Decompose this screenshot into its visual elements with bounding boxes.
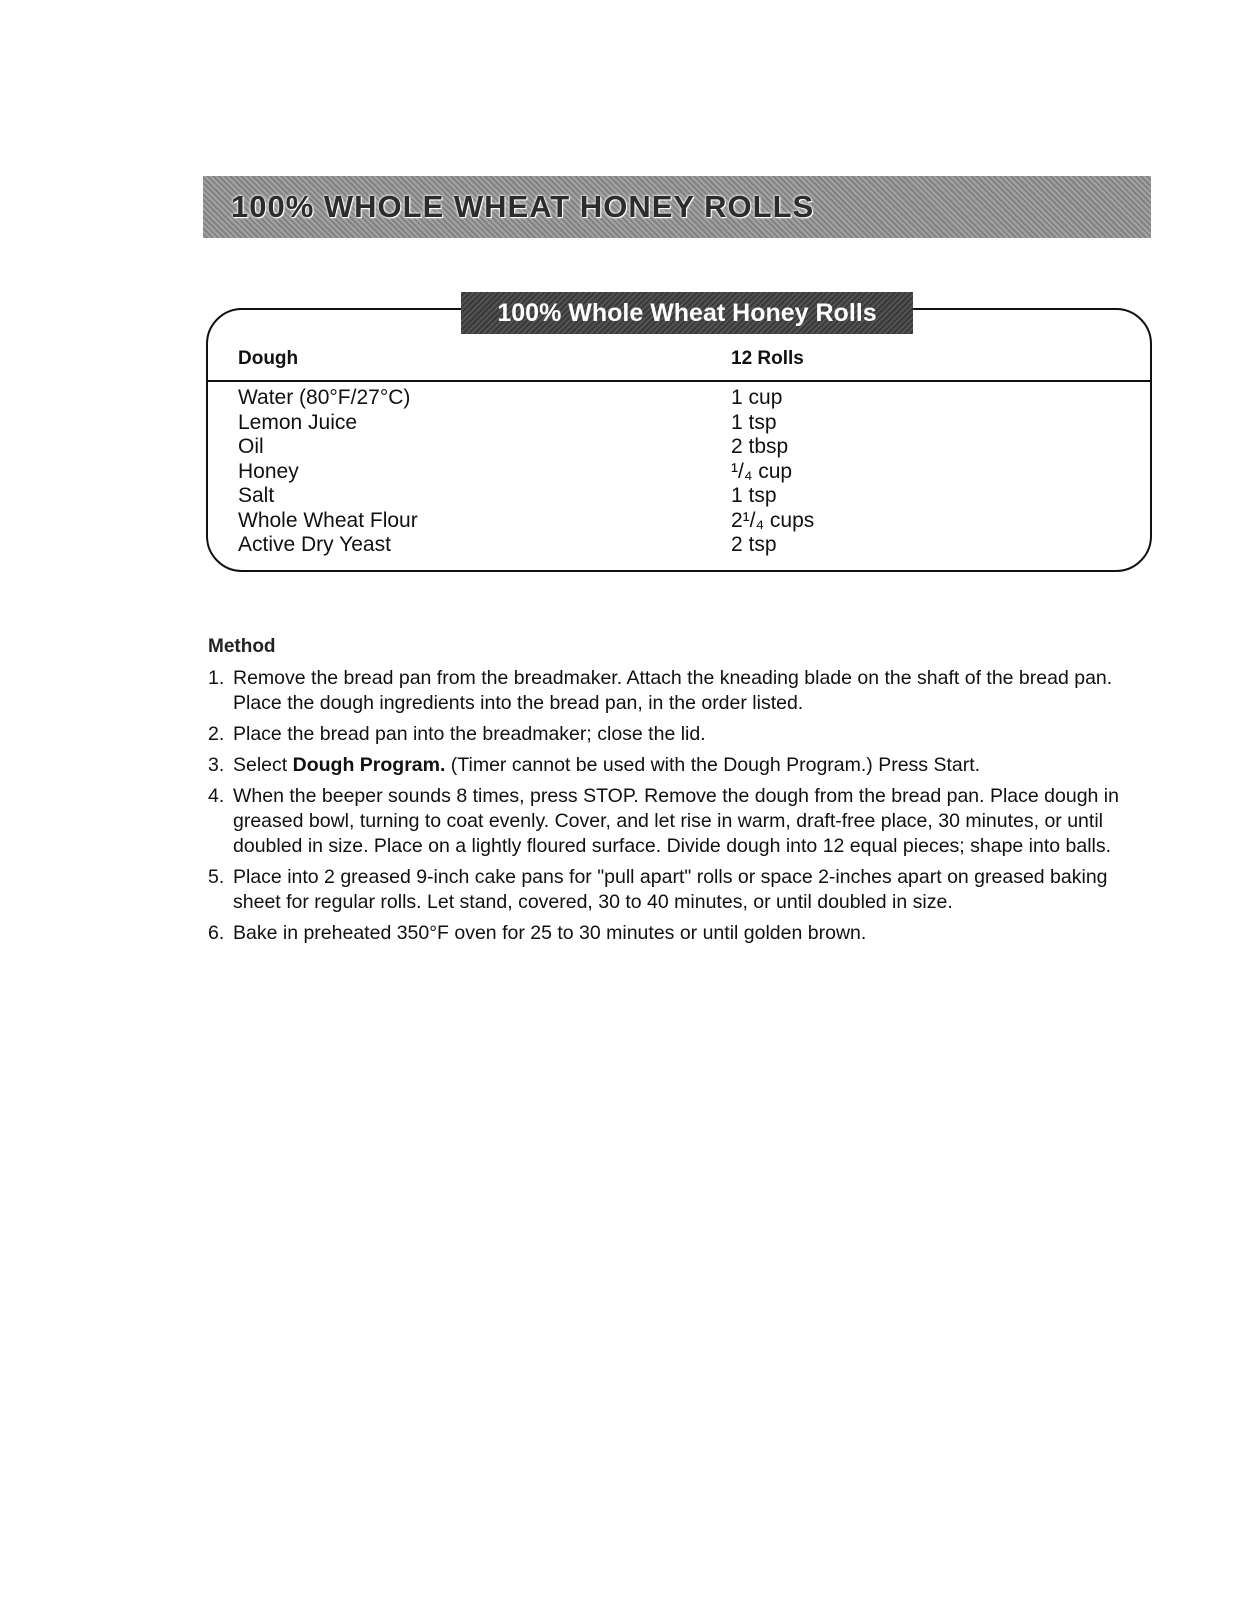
ingredient-name: Active Dry Yeast — [238, 533, 391, 556]
ingredient-amount: 2¹/₄ cups — [731, 508, 815, 532]
ingredient-name: Lemon Juice — [238, 410, 358, 434]
method-step — [208, 784, 1148, 859]
step-text-bold: Dough Program. — [292, 754, 446, 776]
step-text: Place the bread pan into the breadmaker; close the lid. — [233, 723, 706, 745]
ingredient-amount: 2 tsp — [731, 533, 777, 556]
step-number: 3. — [208, 754, 225, 776]
step-number: 1. — [208, 667, 225, 689]
ingredient-amounts — [731, 386, 814, 558]
step-number: 4. — [208, 785, 225, 807]
ingredient-name: Whole Wheat Flour — [238, 508, 418, 532]
method-step — [208, 722, 1148, 747]
step-text: When the beeper sounds 8 times, press STOP. Remove the dough from the bread pan. Place dough in greased bowl, turning to coat evenly. Cover, and let rise in warm, draft-free place, 30 minutes, or until doubled in size. Place on a lightly floured surface. Divide dough into 12 equal pieces; shape into balls. — [233, 785, 1119, 857]
ingredient-name: Honey — [238, 459, 299, 483]
method-step — [208, 666, 1148, 716]
ingredient-names — [238, 386, 418, 558]
ingredient-amount: 2 tbsp — [731, 435, 789, 458]
method-step — [208, 753, 1148, 778]
ingredient-name: Oil — [238, 435, 264, 458]
step-text: Bake in preheated 350°F oven for 25 to 30 minutes or until golden brown. — [233, 922, 867, 944]
step-text: Remove the bread pan from the breadmaker. Attach the kneading blade on the shaft of the bread pan. Place the dough ingredients into the bread pan, in the order listed. — [233, 667, 1113, 714]
ingredient-column-header: Dough — [238, 348, 299, 369]
method-heading: Method — [208, 636, 276, 657]
title-banner — [203, 176, 1151, 238]
step-number: 5. — [208, 866, 225, 888]
ingredient-name: Water (80°F/27°C) — [238, 386, 411, 409]
method-step — [208, 921, 1148, 946]
ingredient-name: Salt — [238, 484, 275, 507]
ingredient-amount: 1 tsp — [731, 410, 777, 434]
recipe-label: 100% Whole Wheat Honey Rolls — [461, 292, 913, 334]
step-number: 6. — [208, 922, 225, 944]
step-text: Place into 2 greased 9-inch cake pans for "pull apart" rolls or space 2-inches apart on greased baking sheet for regular rolls. Let stand, covered, 30 to 40 minutes, or until doubled in size. — [233, 866, 1108, 913]
step-text-post: (Timer cannot be used with the Dough Program.) Press Start. — [445, 754, 981, 776]
header-divider — [208, 380, 1150, 382]
ingredient-amount: 1 cup — [731, 386, 783, 409]
method-steps — [208, 666, 1148, 952]
ingredient-amount: ¹/₄ cup — [731, 459, 793, 483]
method-step — [208, 865, 1148, 915]
step-text-pre: Select — [233, 754, 293, 776]
step-number: 2. — [208, 723, 225, 745]
page-title: 100% WHOLE WHEAT HONEY ROLLS — [231, 189, 815, 224]
amount-column-header: 12 Rolls — [731, 348, 804, 369]
ingredient-amount: 1 tsp — [731, 484, 777, 507]
